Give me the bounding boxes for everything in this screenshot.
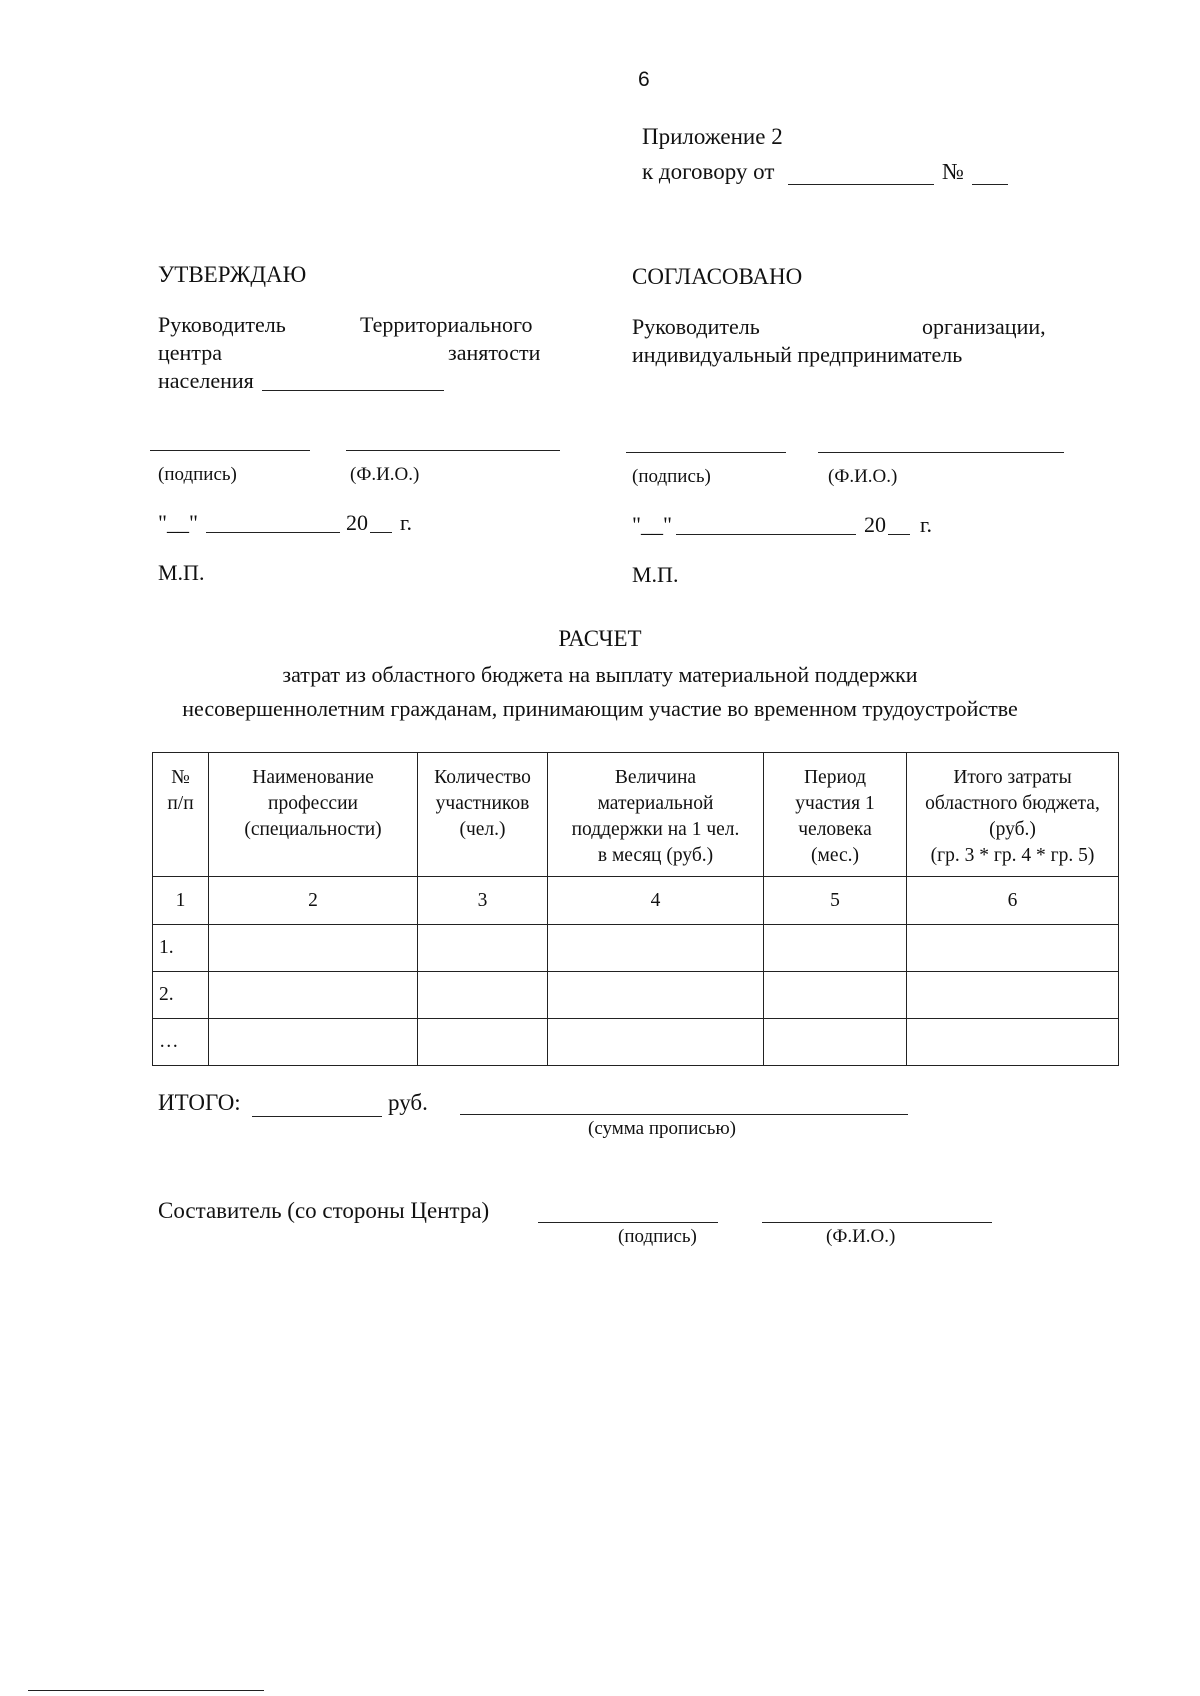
approve-line1-right: Территориального bbox=[360, 312, 533, 337]
header-cell-participants: Количество участников (чел.) bbox=[418, 753, 548, 877]
agree-sign-caption: (подпись) bbox=[632, 466, 711, 487]
row-number: 1. bbox=[153, 925, 209, 972]
agree-year-line bbox=[888, 534, 910, 535]
agree-line1-left: Руководитель bbox=[632, 314, 760, 339]
table-cell bbox=[209, 972, 418, 1019]
approve-line2-right: занятости bbox=[448, 340, 541, 365]
approve-sign-caption: (подпись) bbox=[158, 464, 237, 485]
table-cell bbox=[548, 1019, 764, 1066]
column-number: 2 bbox=[209, 877, 418, 925]
table-row bbox=[153, 972, 1119, 1019]
approve-center-line bbox=[262, 390, 444, 391]
approve-signature-line bbox=[150, 450, 310, 451]
column-number: 5 bbox=[764, 877, 907, 925]
column-number: 1 bbox=[153, 877, 209, 925]
table-cell bbox=[764, 972, 907, 1019]
total-label: ИТОГО: bbox=[158, 1090, 241, 1115]
approve-heading: УТВЕРЖДАЮ bbox=[158, 262, 307, 287]
row-number: 2. bbox=[153, 972, 209, 1019]
total-amount-line bbox=[252, 1116, 382, 1117]
column-number: 4 bbox=[548, 877, 764, 925]
table-row bbox=[153, 1019, 1119, 1066]
total-currency: руб. bbox=[388, 1090, 428, 1115]
table-cell bbox=[548, 925, 764, 972]
approve-date-year: 20 bbox=[346, 510, 368, 535]
agree-name-line bbox=[818, 452, 1064, 453]
footnote-separator bbox=[28, 1690, 264, 1691]
compiler-name-caption: (Ф.И.О.) bbox=[826, 1226, 896, 1247]
header-cell-profession: Наименование профессии (специальности) bbox=[209, 753, 418, 877]
total-words-line bbox=[460, 1114, 908, 1115]
agree-signature-line bbox=[626, 452, 786, 453]
calc-subtitle-line2: несовершеннолетним гражданам, принимающим участие во временном трудоустройстве bbox=[182, 696, 1018, 721]
compiler-sign-caption: (подпись) bbox=[618, 1226, 697, 1247]
header-cell-support-amount: Величина материальной поддержки на 1 чел. в месяц (руб.) bbox=[548, 753, 764, 877]
calculation-table bbox=[152, 752, 1119, 1066]
contract-number-sign: № bbox=[942, 159, 964, 184]
column-number: 6 bbox=[907, 877, 1119, 925]
header-cell-number: № п/п bbox=[153, 753, 209, 877]
calc-title: РАСЧЕТ bbox=[558, 626, 642, 651]
table-row bbox=[153, 925, 1119, 972]
table-cell bbox=[907, 925, 1119, 972]
approve-date-quote: "__" bbox=[158, 510, 198, 535]
agree-date-month-line bbox=[676, 534, 856, 535]
table-cell bbox=[764, 925, 907, 972]
approve-stamp: М.П. bbox=[158, 560, 205, 585]
table-cell bbox=[418, 1019, 548, 1066]
agree-line2: индивидуальный предприниматель bbox=[632, 342, 963, 367]
contract-number-line bbox=[972, 184, 1008, 185]
agree-name-caption: (Ф.И.О.) bbox=[828, 466, 898, 487]
compiler-signature-line bbox=[538, 1222, 718, 1223]
table-cell bbox=[907, 972, 1119, 1019]
agree-stamp: М.П. bbox=[632, 562, 679, 587]
approve-year-line bbox=[370, 532, 392, 533]
table-cell bbox=[907, 1019, 1119, 1066]
column-number-row bbox=[153, 877, 1119, 925]
approve-line3: населения bbox=[158, 368, 254, 393]
approve-line1-left: Руководитель bbox=[158, 312, 286, 337]
column-number: 3 bbox=[418, 877, 548, 925]
table-cell bbox=[209, 1019, 418, 1066]
approve-line2-left: центра bbox=[158, 340, 222, 365]
agree-line1-right: организации, bbox=[922, 314, 1046, 339]
compiler-label: Составитель (со стороны Центра) bbox=[158, 1198, 490, 1223]
header-cell-total: Итого затраты областного бюджета, (руб.) (гр. 3 * гр. 4 * гр. 5) bbox=[907, 753, 1119, 877]
page-number: 6 bbox=[638, 68, 650, 91]
contract-prefix: к договору от bbox=[642, 159, 775, 184]
compiler-name-line bbox=[762, 1222, 992, 1223]
appendix-title: Приложение 2 bbox=[642, 124, 783, 149]
agree-heading: СОГЛАСОВАНО bbox=[632, 264, 803, 289]
approve-date-month-line bbox=[206, 532, 340, 533]
calc-subtitle-line1: затрат из областного бюджета на выплату материальной поддержки bbox=[282, 662, 918, 687]
table-cell bbox=[418, 925, 548, 972]
agree-date-year: 20 bbox=[864, 512, 886, 537]
contract-date-line bbox=[788, 184, 934, 185]
table-cell bbox=[548, 972, 764, 1019]
table-cell bbox=[764, 1019, 907, 1066]
agree-year-suffix: г. bbox=[920, 512, 933, 537]
table-cell bbox=[418, 972, 548, 1019]
table-header-row bbox=[153, 753, 1119, 877]
row-number: … bbox=[153, 1019, 209, 1066]
approve-name-line bbox=[346, 450, 560, 451]
header-cell-period: Период участия 1 человека (мес.) bbox=[764, 753, 907, 877]
approve-name-caption: (Ф.И.О.) bbox=[350, 464, 420, 485]
approve-year-suffix: г. bbox=[400, 510, 413, 535]
table-cell bbox=[209, 925, 418, 972]
total-words-caption: (сумма прописью) bbox=[588, 1118, 736, 1139]
agree-date-quote: "__" bbox=[632, 512, 672, 537]
